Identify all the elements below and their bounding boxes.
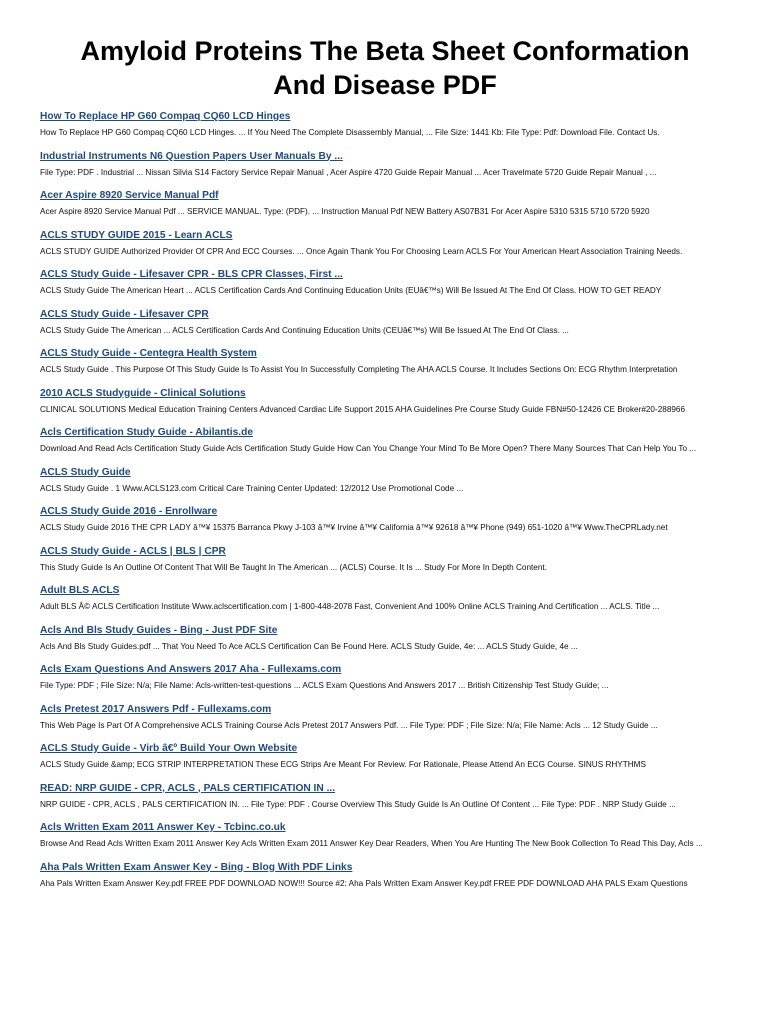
entry-snippet: This Study Guide Is An Outline Of Content That Will Be Taught In The American ... (ACLS) Course. It Is ... Study For More In Depth Content. (40, 562, 547, 572)
list-item (40, 742, 730, 771)
list-item (40, 821, 730, 850)
list-item (40, 347, 730, 376)
list-item (40, 308, 730, 337)
list-item (40, 703, 730, 732)
document-title: Amyloid Proteins The Beta Sheet Conformation And Disease PDF (80, 36, 690, 100)
entry-snippet: Download And Read Acls Certification Study Guide Acls Certification Study Guide How Can You Change Your Mind To Be More Open? There Many Sources That Can Help You To ... (40, 444, 697, 453)
entry-snippet: ACLS Study Guide 2016 THE CPR LADY â™¥ 15375 Barranca Pkwy J-103 â™¥ Irvine â™¥ California â™¥ 92618 â™¥ Phone (949) 651-1020 â™¥ Www.TheCPRLady.net (40, 523, 668, 532)
entry-link[interactable]: ACLS STUDY GUIDE 2015 - Learn ACLS (40, 229, 233, 241)
entry-snippet: ACLS Study Guide . 1 Www.ACLS123.com Critical Care Training Center Updated: 12/2012 Use Promotional Code ... (40, 483, 464, 493)
entry-list (40, 110, 730, 889)
entry-link[interactable]: How To Replace HP G60 Compaq CQ60 LCD Hinges (40, 111, 291, 122)
entry-snippet: ACLS Study Guide &amp; ECG STRIP INTERPRETATION These ECG Strips Are Meant For Review. For Rationale, Please Attend An ECG Course. SINUS RHYTHMS (40, 760, 646, 769)
entry-snippet: Acer Aspire 8920 Service Manual Pdf ... SERVICE MANUAL. Type: (PDF). ... Instruction Manual Pdf NEW Battery AS07B31 For Acer Aspire 5310 5315 5710 5720 5920 (40, 207, 650, 216)
entry-snippet: How To Replace HP G60 Compaq CQ60 LCD Hinges. ... If You Need The Complete Disassembly Manual, ... File Size: 1441 Kb: File Type: Pdf: Download File. Contact Us. (40, 128, 660, 137)
list-item (40, 268, 730, 297)
entry-snippet: ACLS Study Guide The American Heart ... ACLS Certification Cards And Continuing Education Units (EUâ€™s) Will Be Issued At The End Of Class. HOW TO GET READY (40, 286, 662, 295)
entry-link[interactable]: ACLS Study Guide 2016 - Enrollware (40, 506, 218, 517)
entry-snippet: File Type: PDF ; File Size: N/a; File Name: Acls-written-test-questions ... ACLS Exam Questions And Answers 2017 ... British Citizenship Test Study Guide; ... (40, 681, 609, 690)
list-item (40, 545, 730, 574)
list-item (40, 110, 730, 139)
entry-link[interactable]: Acls Pretest 2017 Answers Pdf - Fullexams.com (40, 703, 272, 715)
entry-link[interactable]: Acls Exam Questions And Answers 2017 Aha - Fullexams.com (40, 664, 342, 675)
entry-snippet: Adult BLS Â© ACLS Certification Institute Www.aclscertification.com | 1-800-448-2078 Fast, Convenient And 100% Online ACLS Training And Certification ... ACLS. Title ... (40, 602, 660, 611)
entry-link[interactable]: Acer Aspire 8920 Service Manual Pdf (40, 190, 219, 201)
list-item (40, 861, 730, 890)
entry-link[interactable]: Aha Pals Written Exam Answer Key - Bing - Blog With PDF Links (40, 861, 353, 873)
entry-link[interactable]: ACLS Study Guide - ACLS | BLS | CPR (40, 545, 226, 557)
entry-snippet: Acls And Bls Study Guides.pdf ... That You Need To Ace ACLS Certification Can Be Found Here. ACLS Study Guide, 4e: ... ACLS Study Guide, 4e ... (40, 641, 578, 651)
list-item (40, 387, 730, 416)
list-item (40, 426, 730, 455)
entry-snippet: NRP GUIDE - CPR, ACLS , PALS CERTIFICATION IN. ... File Type: PDF . Course Overview This Study Guide Is An Outline Of Content ... File Type: PDF . NRP Study Guide ... (40, 799, 676, 809)
list-item (40, 150, 730, 179)
list-item (40, 229, 730, 258)
list-item (40, 584, 730, 613)
entry-link[interactable]: Acls Certification Study Guide - Abilantis.de (40, 427, 254, 438)
entry-snippet: Aha Pals Written Exam Answer Key.pdf FREE PDF DOWNLOAD NOW!!! Source #2: Aha Pals Written Exam Answer Key.pdf FREE PDF DOWNLOAD AHA PALS Exam Questions (40, 878, 688, 888)
entry-link[interactable]: ACLS Study Guide - Virb â€º Build Your Own Website (40, 743, 298, 754)
entry-link[interactable]: Adult BLS ACLS (40, 585, 120, 596)
entry-snippet: Browse And Read Acls Written Exam 2011 Answer Key Acls Written Exam 2011 Answer Key Dear Readers, When You Are Hunting The New Book Collection To Read This Day, Acls ... (40, 839, 703, 848)
entry-snippet: ACLS STUDY GUIDE Authorized Provider Of CPR And ECC Courses. ... Once Again Thank You For Choosing Learn ACLS For Your American Heart Association Training Needs. (40, 246, 683, 256)
list-item (40, 663, 730, 692)
list-item (40, 782, 730, 811)
entry-link[interactable]: ACLS Study Guide - Lifesaver CPR (40, 308, 209, 320)
entry-link[interactable]: ACLS Study Guide - Lifesaver CPR - BLS CPR Classes, First ... (40, 269, 343, 280)
entry-link[interactable]: Industrial Instruments N6 Question Papers User Manuals By ... (40, 150, 343, 162)
list-item (40, 466, 730, 495)
entry-link[interactable]: READ: NRP GUIDE - CPR, ACLS , PALS CERTIFICATION IN ... (40, 782, 336, 794)
entry-link[interactable]: ACLS Study Guide (40, 466, 131, 478)
entry-link[interactable]: Acls And Bls Study Guides - Bing - Just PDF Site (40, 624, 278, 636)
entry-link[interactable]: ACLS Study Guide - Centegra Health System (40, 348, 257, 359)
entry-snippet: CLINICAL SOLUTIONS Medical Education Training Centers Advanced Cardiac Life Support 2015 AHA Guidelines Pre Course Study Guide FBN#50-12426 CE Broker#20-288966 (40, 404, 686, 414)
list-item (40, 624, 730, 653)
list-item (40, 505, 730, 534)
entry-snippet: ACLS Study Guide The American ... ACLS Certification Cards And Continuing Education Units (CEUâ€™s) Will Be Issued At The End Of Class. ... (40, 325, 569, 335)
entry-snippet: File Type: PDF . Industrial ... Nissan Silvia S14 Factory Service Repair Manual , Acer Aspire 4720 Guide Repair Manual ... Acer Travelmate 5720 Guide Repair Manual , ... (40, 167, 657, 177)
entry-snippet: This Web Page Is Part Of A Comprehensive ACLS Training Course Acls Pretest 2017 Answers Pdf. ... File Type: PDF ; File Size: N/a; File Name: Acls ... 12 Study Guide ... (40, 720, 658, 730)
list-item (40, 189, 730, 218)
entry-link[interactable]: Acls Written Exam 2011 Answer Key - Tcbinc.co.uk (40, 822, 286, 833)
entry-snippet: ACLS Study Guide . This Purpose Of This Study Guide Is To Assist You In Successfully Completing The AHA ACLS Course. It Includes Sections On: ECG Rhythm Interpretation (40, 365, 678, 374)
entry-link[interactable]: 2010 ACLS Studyguide - Clinical Solutions (40, 387, 246, 399)
